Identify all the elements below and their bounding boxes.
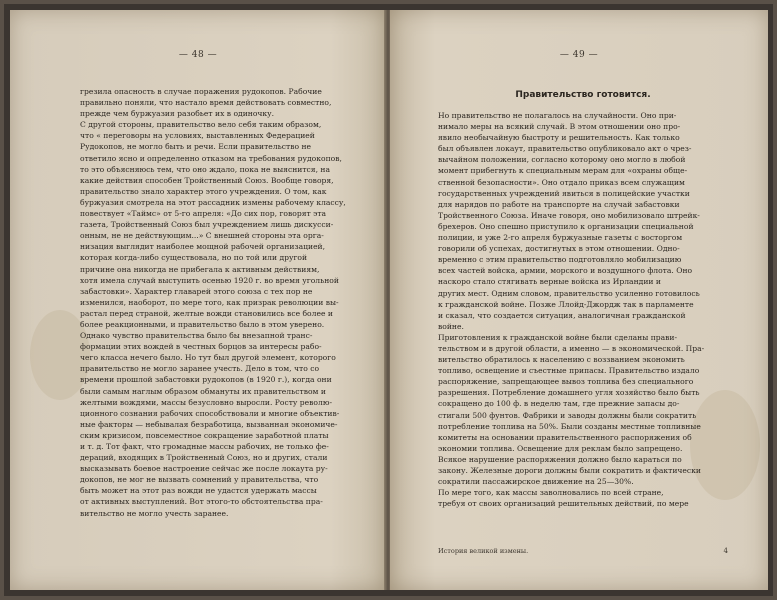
text-line: ственной безопасности». Оно отдало приказ всем служащим bbox=[438, 177, 685, 187]
text-line: топливо, освещение и съестные припасы. Правительство издало bbox=[438, 366, 700, 376]
text-line: которая когда-либо существовала, но по той или другой bbox=[80, 253, 308, 263]
text-line: низация выглядит наиболее мощной рабочей организацией, bbox=[80, 242, 326, 252]
text-line: для нарядов по работе на транспорте на случай забастовки bbox=[438, 199, 680, 209]
text-line: чего класса нечего было. Но тут был другой элемент, которого bbox=[80, 353, 336, 363]
text-line: Но правительство не полагалось на случайности. Оно при- bbox=[438, 111, 677, 120]
text-line: ответило ясно и определенно отказом на требования рудокопов, bbox=[80, 153, 342, 163]
text-line: комитеты на основании правительственного распоряжения об bbox=[438, 432, 692, 442]
text-line: распоряжение, запрещающее вывоз топлива без специального bbox=[438, 377, 694, 387]
text-line: быть может на этот раз вожди не удастся удержать массы bbox=[80, 486, 317, 496]
text-line: Однако чувство правительства было бы внезапной транс- bbox=[80, 331, 313, 341]
text-line: говорили об успехах, достигнутых в этом отношении. Одно- bbox=[438, 244, 680, 254]
text-line: буржуазия смотрела на этот рассадник измены рабочему классу, bbox=[80, 197, 346, 207]
text-line: Приготовления к гражданской войне были сделаны прави- bbox=[438, 332, 678, 342]
text-line: формации этих вождей в честных борцов за интересы рабо- bbox=[80, 342, 322, 352]
text-line: вительство не могло учесть заранее. bbox=[80, 508, 229, 518]
chapter-title: Правительство готовится. bbox=[515, 90, 651, 100]
right-page-number: — 49 — bbox=[559, 50, 599, 60]
text-line: ные факторы — небывалая безработица, вызванная экономиче- bbox=[80, 419, 338, 429]
left-page-text bbox=[80, 86, 358, 519]
text-line: брехеров. Оно спешно приступило к организации специальной bbox=[438, 221, 694, 231]
footer-signature: 4 bbox=[723, 547, 728, 555]
text-line: экономии топлива. Освещение для реклам было запрещено. bbox=[438, 443, 683, 453]
text-line: Рудокопов, не могло быть и речи. Если правительство не bbox=[80, 142, 312, 152]
text-line: хотя имела случай выступить осенью 1920 г. во время угольной bbox=[80, 275, 339, 285]
text-line: грезила опасность в случае поражения рудокопов. Рабочие bbox=[80, 87, 322, 96]
text-line: явило необычайную быстроту и решительность. Как только bbox=[438, 133, 680, 143]
text-line: были самым наглым образом обмануты их правительством и bbox=[80, 386, 326, 396]
text-line: наскоро стало стягивать верные войска из Ирландии и bbox=[438, 277, 661, 287]
text-line: стигали 500 фунтов. Фабрики и заводы должны были сократить bbox=[438, 410, 697, 420]
text-line: государственных учреждений явиться в полицейские участки bbox=[438, 188, 690, 198]
text-line: забастовки». Характер главарей этого союза с тех пор не bbox=[80, 286, 313, 296]
text-line: правительство знало характер этого учреждения. О том, как bbox=[80, 186, 327, 196]
text-line: повествует «Таймс» от 5-го апреля: «До сих пор, говорят эта bbox=[80, 209, 327, 219]
text-line: ционного сознания рабочих способствовали и многие объектив- bbox=[80, 408, 340, 418]
text-line: других мест. Одним словом, правительство усиленно готовилось bbox=[438, 288, 700, 298]
text-line: момент прибегнуть к специальным мерам для «охраны обще- bbox=[438, 166, 688, 176]
text-line: желтыми вождями, массы безусловно выросли. Росту револю- bbox=[80, 397, 333, 407]
text-line: к гражданской войне. Позже Ллойд-Джордж так в парламенте bbox=[438, 299, 694, 309]
text-line: тельством и в другой области, а именно — в экономической. Пра- bbox=[438, 343, 705, 353]
text-line: требуя от своих организаций решительных действий, по мере bbox=[438, 499, 689, 509]
text-line: временно с этим правительство подготовляло мобилизацию bbox=[438, 255, 682, 265]
text-line: закону. Железные дороги должны были сократить и фактически bbox=[438, 466, 701, 475]
text-line: правительство не могло заранее учесть. Дело в том, что со bbox=[80, 364, 320, 374]
text-line: потребление топлива на 50%. Были созданы местные топливные bbox=[438, 421, 701, 431]
text-line: растал перед страной, желтые вожди становились все более и bbox=[80, 308, 333, 318]
text-line: нимало меры на всякий случай. В этом отношении оно про- bbox=[438, 122, 681, 132]
text-line: времени прошлой забастовки рудокопов (в 1920 г.), когда они bbox=[80, 375, 332, 385]
right-page bbox=[390, 10, 768, 590]
text-line: был объявлен локаут, правительство опубликовало акт о чрез- bbox=[438, 144, 692, 154]
text-line: и т. д. Тот факт, что громадные массы рабочих, не только фе- bbox=[80, 442, 329, 451]
left-page bbox=[10, 10, 386, 590]
right-page-text bbox=[438, 110, 728, 509]
text-line: изменился, наоборот, по мере того, как призрак революции вы- bbox=[80, 297, 339, 307]
text-line: газета, Тройственный Союз был учреждением лишь дискусси- bbox=[80, 220, 334, 230]
text-line: правильно поняли, что настало время действовать совместно, bbox=[80, 98, 332, 108]
text-line: ским кризисом, повсеместное сокращение заработной платы bbox=[80, 430, 329, 440]
text-line: прежде чем буржуазия разобьет их в одиночку. bbox=[80, 109, 275, 119]
text-line: причине она никогда не прибегала к активным действиям, bbox=[80, 264, 320, 274]
text-line: Всякое нарушение распоряжения должно было караться по bbox=[438, 454, 682, 464]
text-line: Тройственного Союза. Иначе говоря, оно мобилизовало штрейк- bbox=[438, 210, 700, 220]
text-line: от активных выступлений. Вот этого-то обстоятельства пра- bbox=[80, 497, 323, 507]
text-line: сократили пассажирское движение на 25—30%. bbox=[438, 477, 634, 487]
text-line: более реакционными, и правительство было в этом уверено. bbox=[80, 319, 325, 329]
text-line: полиции, и уже 2-го апреля буржуазные газеты с восторгом bbox=[438, 233, 683, 243]
text-line: и сказал, что создается ситуация, аналогичная гражданской bbox=[438, 310, 686, 320]
text-line: то это объясняюсь тем, что оно ждало, пока не выяснится, на bbox=[80, 164, 331, 174]
text-line: войне. bbox=[438, 321, 464, 331]
left-page-number: — 48 — bbox=[178, 50, 218, 60]
text-line: всех частей войска, армии, морского и воздушного флота. Оно bbox=[438, 266, 693, 276]
text-line: высказывать боевое настроение сейчас же после локаута ру- bbox=[80, 464, 328, 474]
book-spread bbox=[4, 4, 773, 596]
text-line: сокращено до 100 ф. в неделю там, где прежние запасы до- bbox=[438, 399, 680, 409]
footer-title: История великой измены. bbox=[438, 547, 529, 555]
text-line: что « переговоры на условиях, выставленных Федерацией bbox=[80, 131, 315, 141]
text-line: вительство обратилось к населению с воззванием экономить bbox=[438, 355, 685, 365]
text-line: какие действия способен Тройственный Союз. Вообще говоря, bbox=[80, 175, 334, 185]
text-line: онным, не не действующим...» С внешней стороны эта орга- bbox=[80, 231, 324, 241]
text-line: По мере того, как массы заволновались по всей стране, bbox=[438, 488, 664, 498]
text-line: вычайном положении, согласно которому оно могло в любой bbox=[438, 155, 686, 165]
text-line: докопов, не мог не вызвать сомнений у правительства, что bbox=[80, 475, 319, 485]
text-line: С другой стороны, правительство вело себя таким образом, bbox=[80, 120, 322, 130]
text-line: дераций, входящих в Тройственный Союз, но и других, стали bbox=[80, 453, 328, 463]
page-footer bbox=[438, 547, 728, 555]
text-line: разрешения. Потребление домашнего угля хозяйство было быть bbox=[438, 388, 700, 398]
